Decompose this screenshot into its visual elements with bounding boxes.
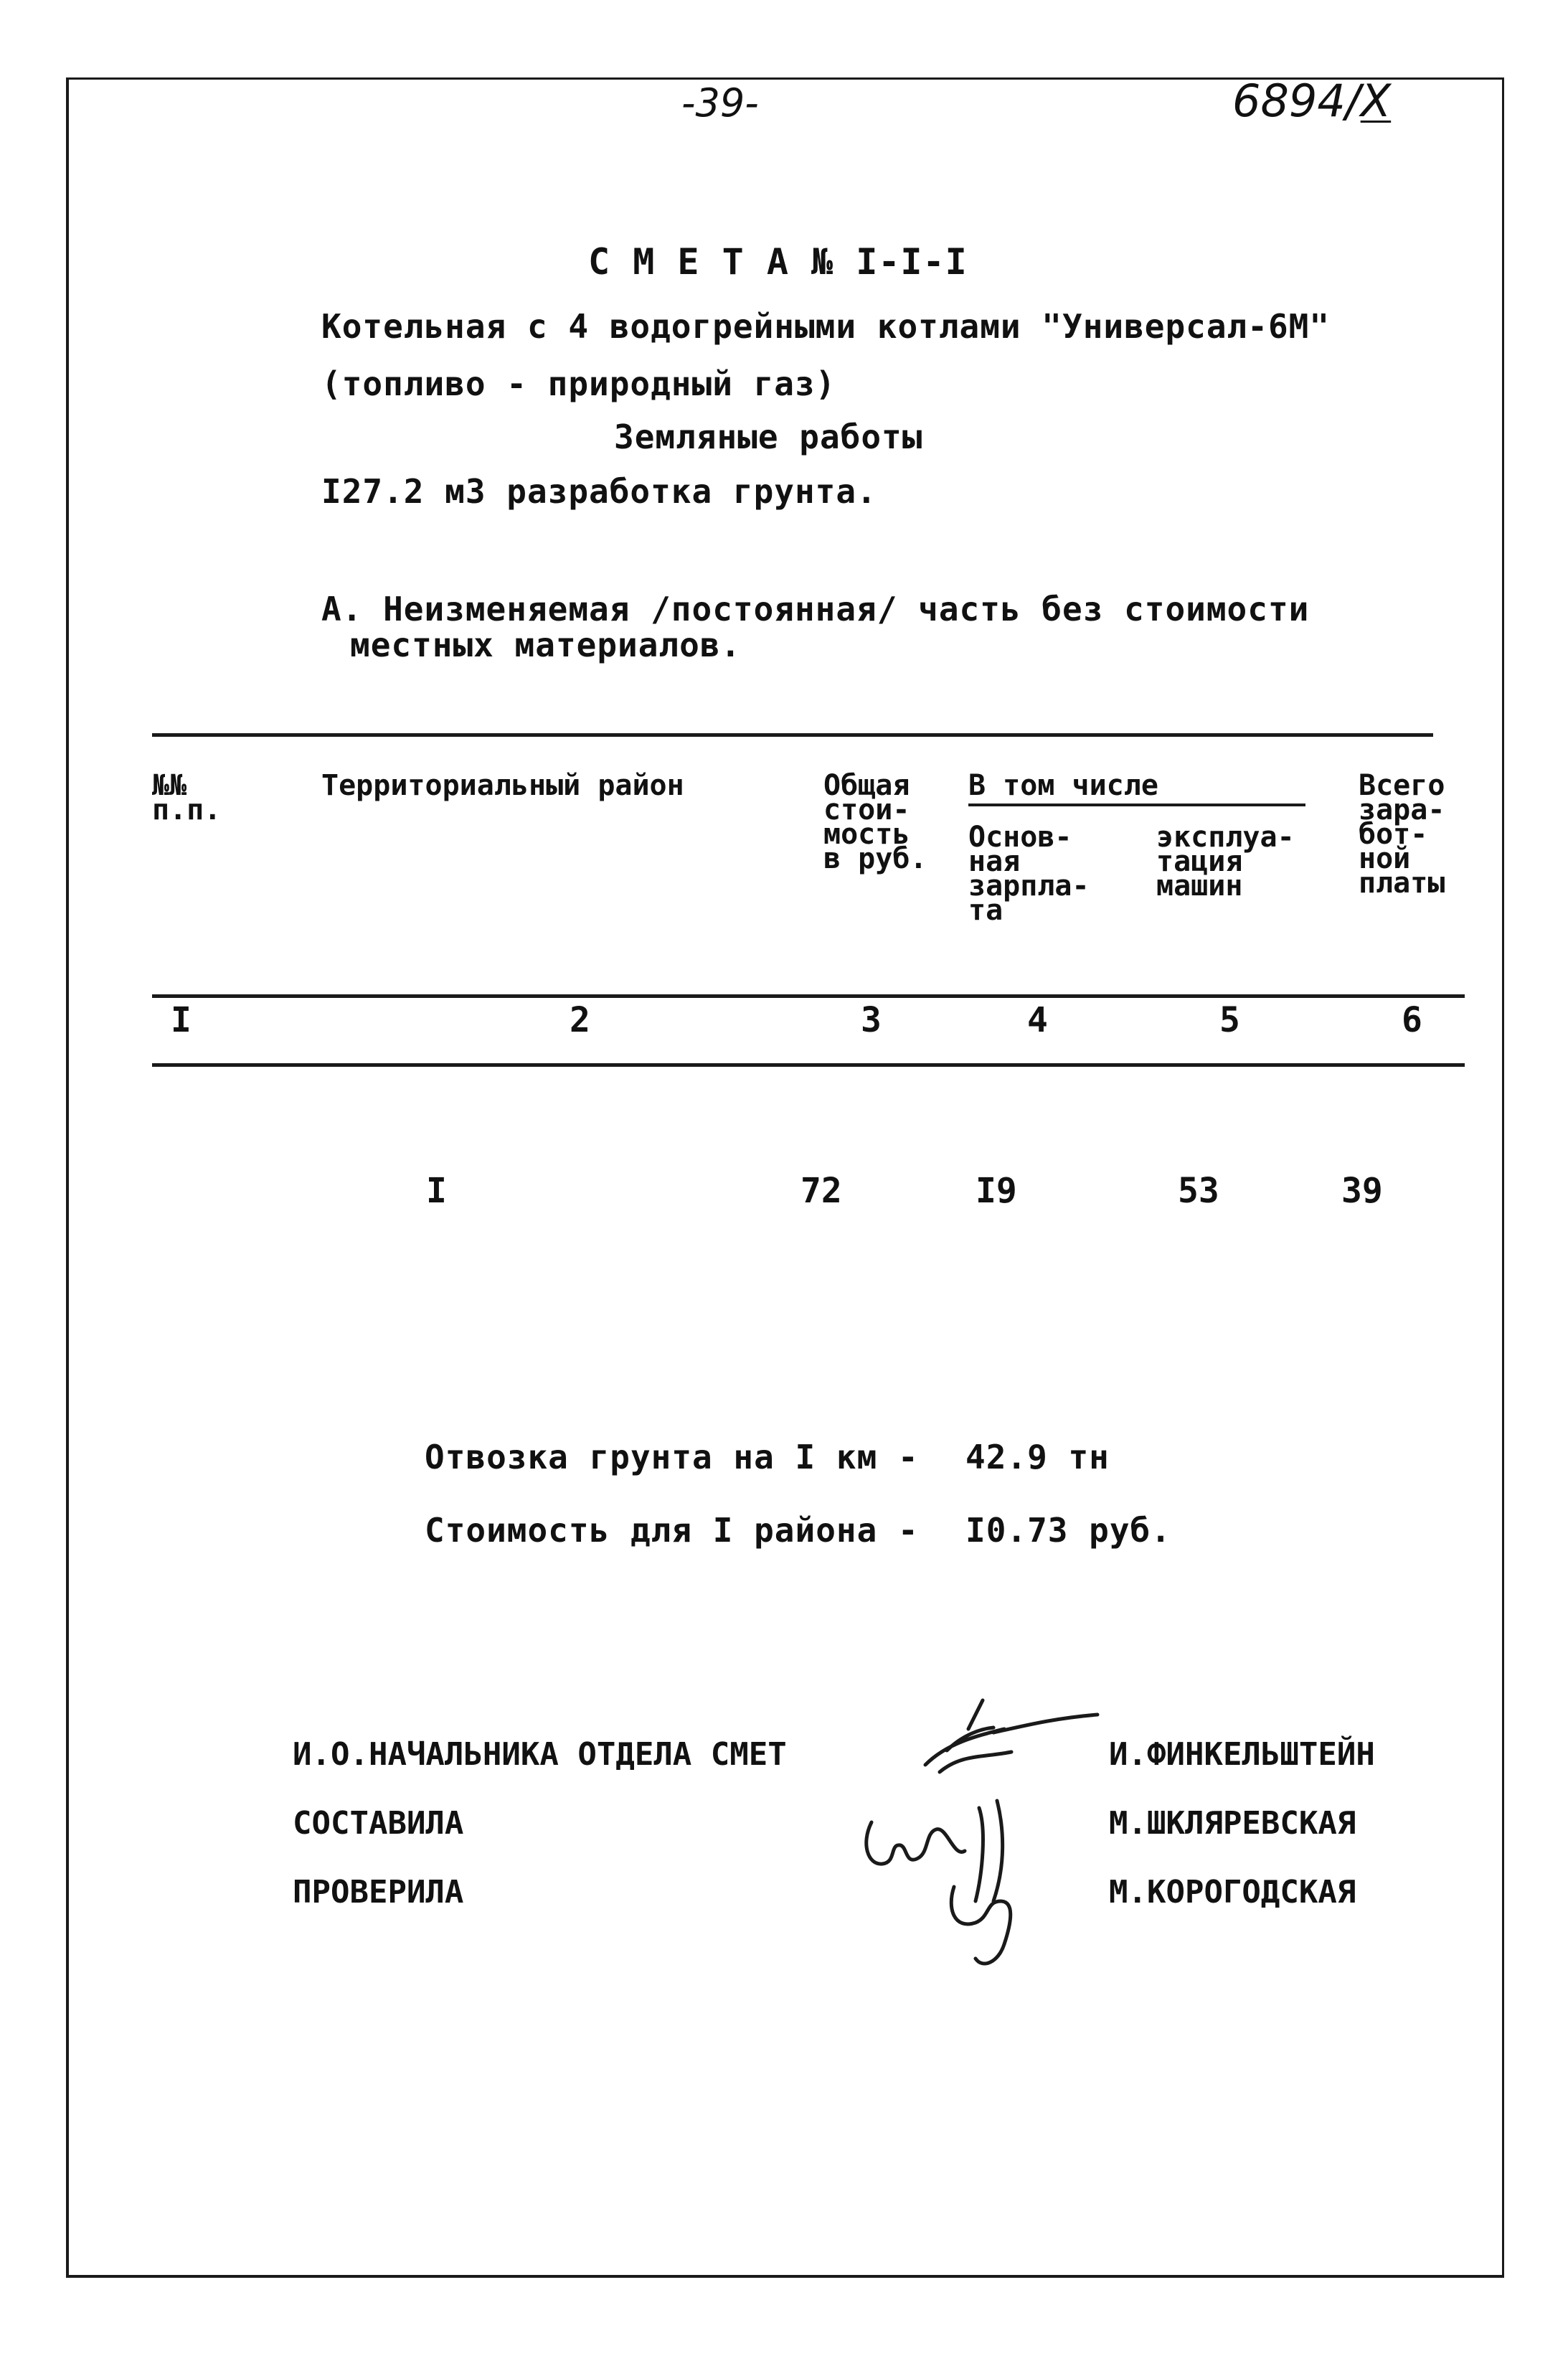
- part-a-line1: А. Неизменяемая /постоянная/ часть без стоимости: [321, 590, 1310, 628]
- header-group-rule: [968, 804, 1305, 806]
- header-col4-line2: ная: [968, 845, 1021, 878]
- estimate-section: Земляные работы: [614, 418, 923, 456]
- haul-label: Отвозка грунта на I км -: [425, 1438, 919, 1476]
- header-col6-line1: Всего: [1359, 769, 1445, 802]
- haul-value: 42.9 тн: [965, 1438, 1110, 1476]
- column-number-5: 5: [1219, 1000, 1240, 1040]
- header-col3-line3: мость: [823, 818, 910, 851]
- signature-stroke-compiled: [866, 1801, 1003, 1901]
- header-col3-line1: Общая: [823, 769, 910, 802]
- table-top-rule: [152, 733, 1433, 737]
- header-col6: [1359, 769, 1445, 900]
- header-col1: [152, 769, 222, 826]
- estimate-object-line2: (топливо - природный газ): [321, 364, 836, 403]
- table-row-district: I: [426, 1171, 447, 1211]
- archive-number-main: 6894/: [1232, 75, 1361, 127]
- signature-stroke-checked: [951, 1887, 1011, 1964]
- header-col4-line3: зарпла-: [968, 870, 1090, 903]
- column-number-2: 2: [570, 1000, 590, 1040]
- header-col1-line1: №№: [152, 769, 187, 802]
- header-col1-line2: п.п.: [152, 793, 222, 826]
- part-a-line2: местных материалов.: [350, 626, 742, 664]
- cost-label: Стоимость для I района -: [425, 1511, 919, 1550]
- header-col6-line3: бот-: [1359, 818, 1428, 851]
- header-col5: [1156, 821, 1295, 903]
- signature-role-head: И.О.НАЧАЛЬНИКА ОТДЕЛА СМЕТ: [293, 1736, 787, 1773]
- table-row-machines: 53: [1178, 1171, 1219, 1211]
- estimate-object-line1: Котельная с 4 водогрейными котлами "Универсал-6М": [321, 307, 1331, 346]
- header-col3-line4: в руб.: [823, 842, 927, 875]
- page-number: -39-: [681, 80, 759, 126]
- archive-number: [1232, 75, 1391, 127]
- signature-stroke-head: [925, 1700, 1097, 1772]
- table-row-salary: I9: [976, 1171, 1017, 1211]
- column-number-6: 6: [1402, 1000, 1422, 1040]
- page-frame: [66, 77, 1504, 2278]
- header-col4: [968, 821, 1090, 927]
- signature-name-head: И.ФИНКЕЛЬШТЕЙН: [1109, 1736, 1375, 1773]
- header-col6-line4: ной: [1359, 842, 1411, 875]
- archive-number-suffix: X: [1360, 75, 1392, 127]
- header-group: В том числе: [968, 769, 1158, 802]
- signature-name-checked: М.КОРОГОДСКАЯ: [1109, 1874, 1356, 1910]
- signature-name-compiled: М.ШКЛЯРЕВСКАЯ: [1109, 1805, 1356, 1842]
- header-col2: Территориальный район: [321, 769, 684, 802]
- header-bottom-rule: [152, 994, 1465, 998]
- cost-value: I0.73 руб.: [965, 1511, 1171, 1550]
- header-col5-line1: эксплуа-: [1156, 821, 1295, 854]
- handwritten-signatures: [839, 1686, 1140, 1987]
- header-col4-line1: Основ-: [968, 821, 1072, 854]
- column-number-4: 4: [1027, 1000, 1048, 1040]
- signature-role-checked: ПРОВЕРИЛА: [293, 1874, 464, 1910]
- header-col6-line2: зара-: [1359, 793, 1445, 826]
- column-number-3: 3: [861, 1000, 882, 1040]
- estimate-volume: I27.2 м3 разработка грунта.: [321, 472, 877, 511]
- header-col3-line2: стои-: [823, 793, 910, 826]
- header-col6-line5: платы: [1359, 867, 1445, 900]
- column-number-1: I: [171, 1000, 192, 1040]
- column-numbers-rule: [152, 1063, 1465, 1067]
- header-col4-line4: та: [968, 894, 1003, 927]
- signature-role-compiled: СОСТАВИЛА: [293, 1805, 464, 1842]
- header-col3: [823, 769, 927, 875]
- table-row-total: 72: [800, 1171, 842, 1211]
- header-col5-line3: машин: [1156, 870, 1243, 903]
- estimate-title: С М Е Т А № I-I-I: [588, 241, 968, 283]
- table-row-wages-total: 39: [1341, 1171, 1383, 1211]
- header-col5-line2: тация: [1156, 845, 1243, 878]
